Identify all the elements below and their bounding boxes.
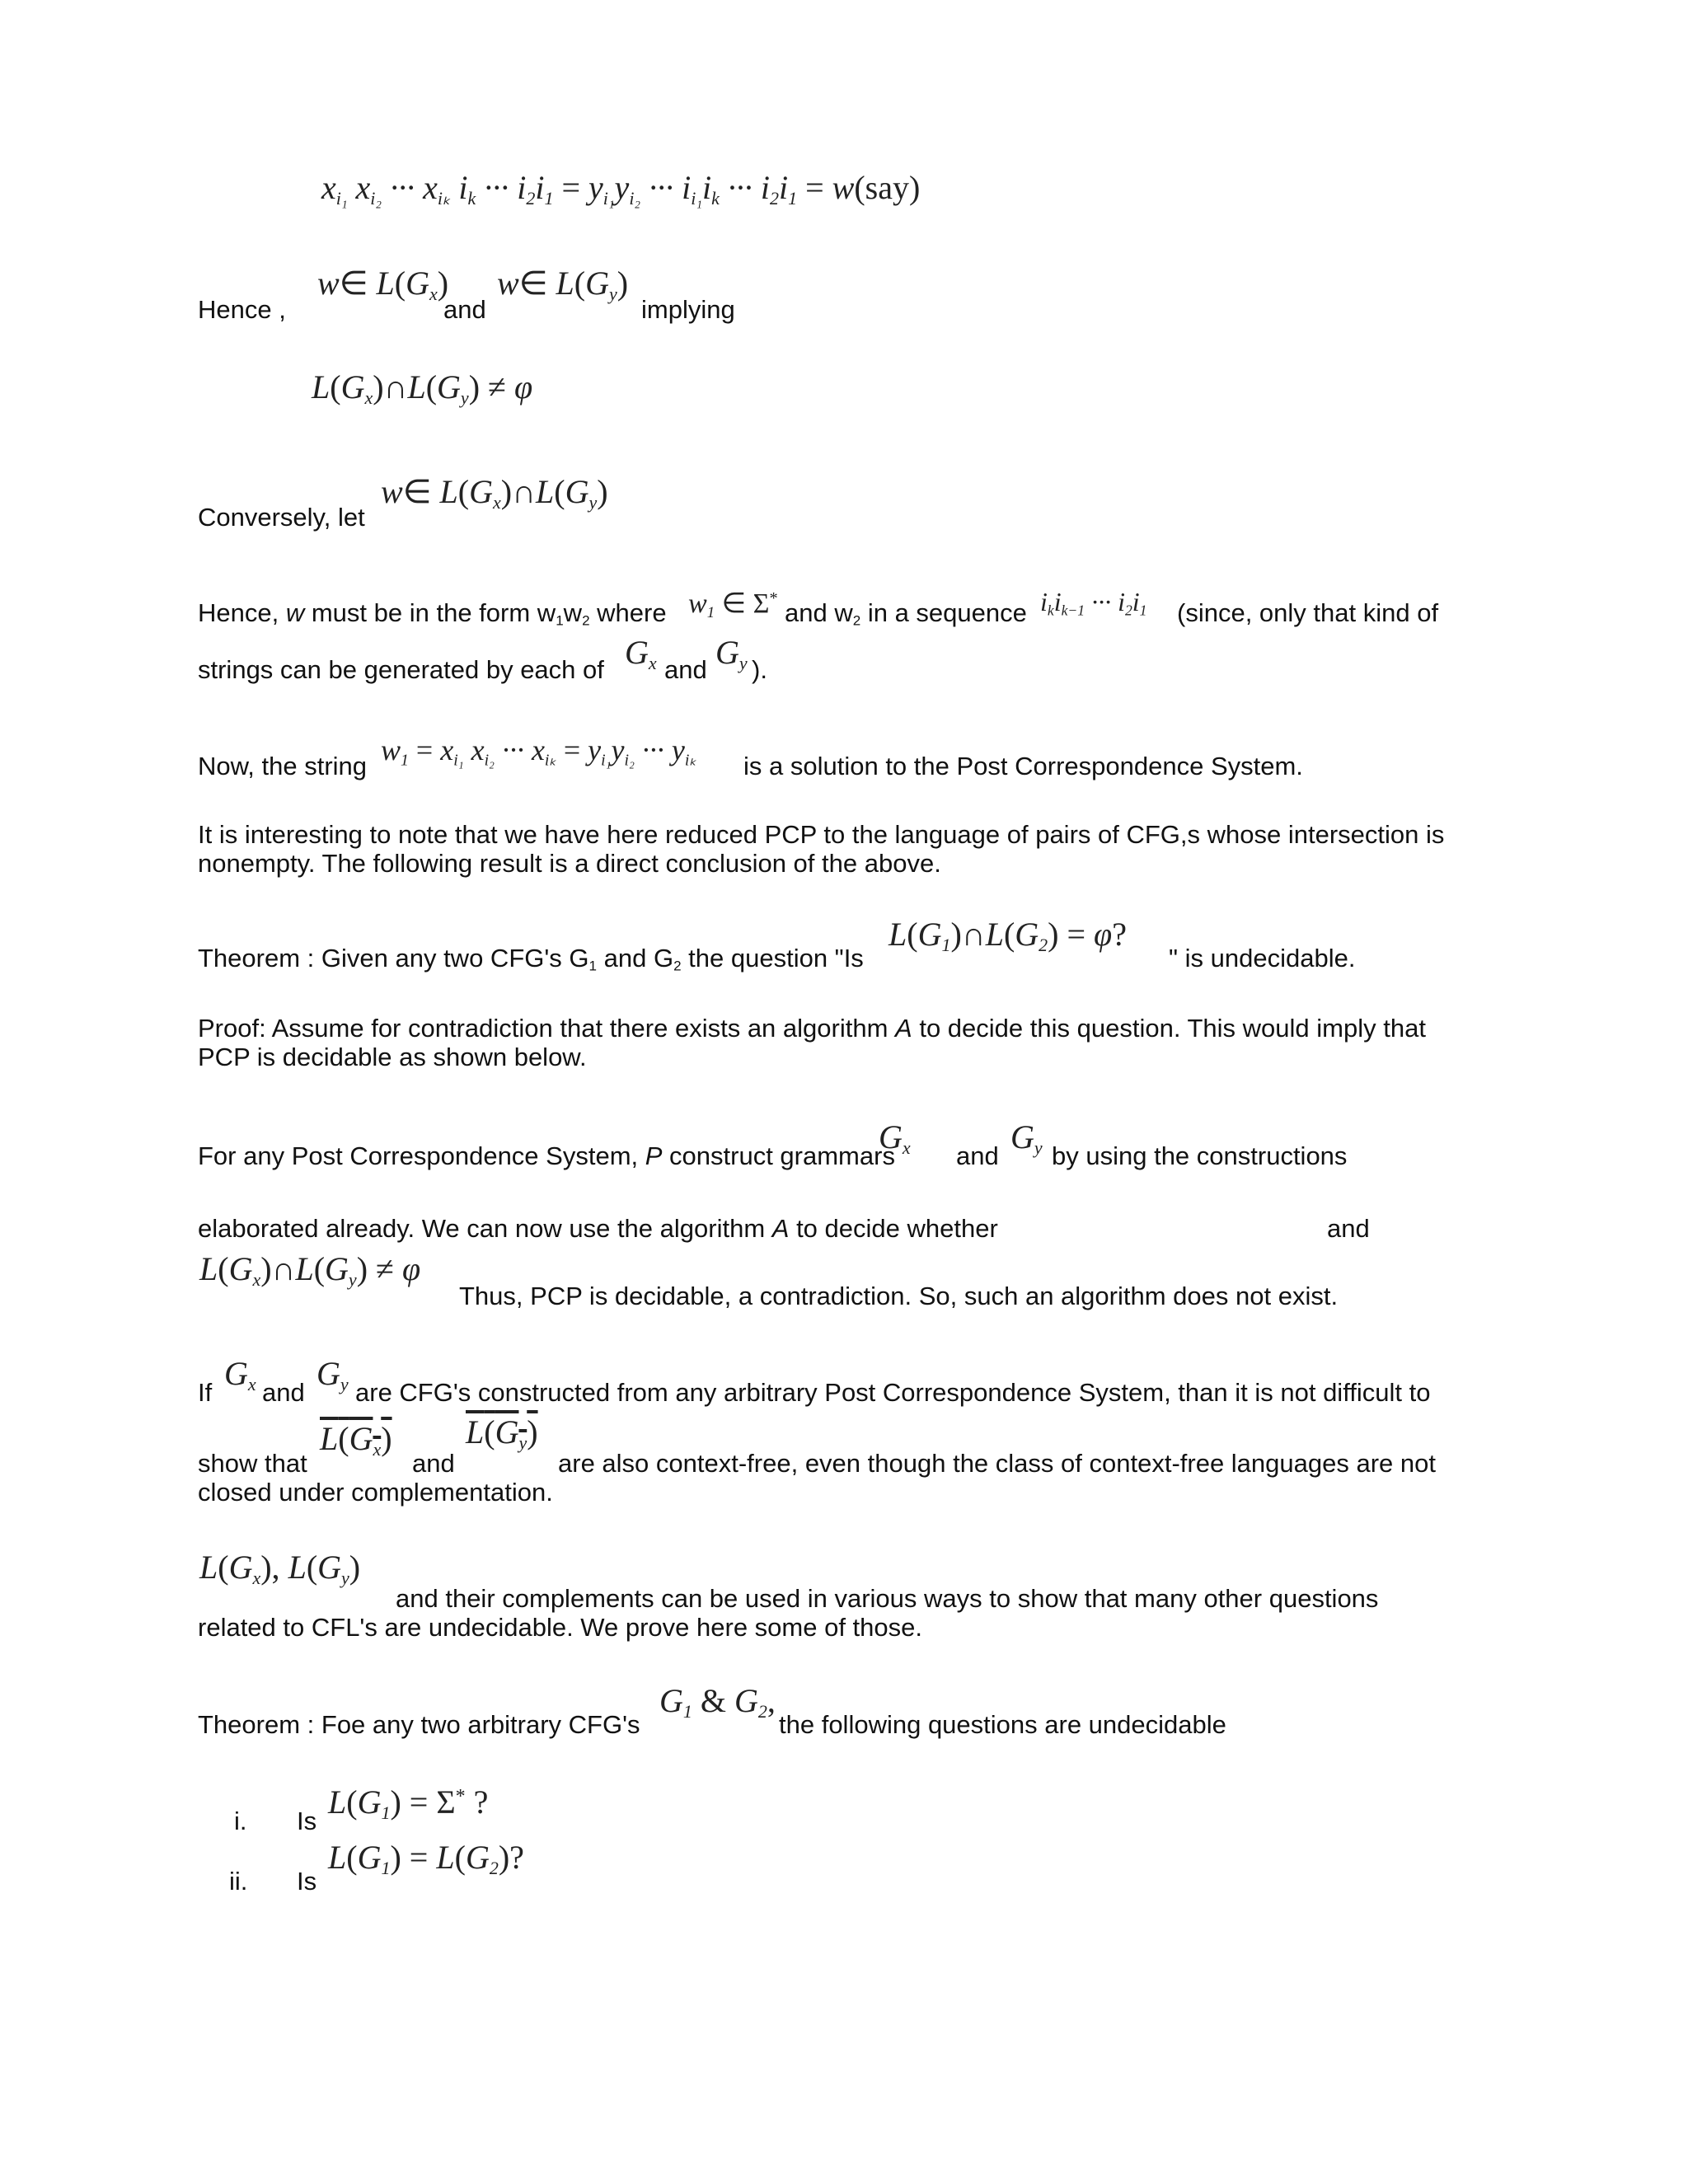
- equation-gx: Gx: [625, 634, 657, 674]
- theorem-1-text: Theorem : Given any two CFG's G1 and G2 the question "Is: [198, 944, 864, 974]
- equation-intersection-empty-question: L(G1)∩L(G2) = φ?: [889, 916, 1127, 956]
- equation-w1-in-sigma-star: w1 ∈ Σ*: [688, 588, 778, 622]
- equation-intersection-nonempty: L(Gx)∩L(Gy) ≠ φ: [312, 368, 533, 409]
- text-and: and: [262, 1378, 305, 1407]
- equation-index-sequence: ikik−1 ··· i2i1: [1040, 587, 1147, 619]
- equation-w-in-lgy: w∈ L(Gy): [497, 265, 629, 305]
- text-if: If: [198, 1378, 213, 1407]
- equation-gx: Gx: [224, 1355, 256, 1395]
- text-elaborated-already: elaborated already. We can now use the algorithm A to decide whether: [198, 1214, 998, 1243]
- equation-gx: Gx: [879, 1118, 911, 1159]
- text-implying: implying: [641, 295, 735, 324]
- text-now-string: Now, the string: [198, 752, 368, 780]
- text-show-that: show that: [198, 1449, 307, 1478]
- equation-l-g1-equals-l-g2: L(G1) = L(G2)?: [328, 1839, 524, 1879]
- equation-complement-lgx: L(Gx): [320, 1420, 392, 1460]
- equation-solution-string: xi₁ xi₂ ··· xiₖ ik ··· i2i1 = yi₁yi₂ ··· ii₁ik ··· i2i1 = w(say): [321, 169, 921, 209]
- theorem-2-text: Theorem : Foe any two arbitrary CFG's: [198, 1710, 640, 1739]
- equation-w-in-intersection: w∈ L(Gx)∩L(Gy): [381, 473, 608, 513]
- list-item-number: i.: [234, 1807, 247, 1835]
- text-and: and: [443, 295, 486, 324]
- equation-w-in-lgx: w∈ L(Gx): [317, 265, 449, 305]
- text-hence-form: Hence, w must be in the form w1w2 where: [198, 598, 667, 629]
- text-and: and: [1327, 1214, 1370, 1243]
- text-by-constructions: by using the constructions: [1052, 1141, 1348, 1170]
- text-and: and: [664, 655, 707, 684]
- paragraph-interesting-line2: nonempty. The following result is a direct conclusion of the above.: [198, 849, 941, 878]
- equation-gy: Gy: [715, 634, 748, 674]
- equation-w1-solution: w1 = xi₁ xi₂ ··· xiₖ = yi₁yi₂ ··· yiₖ: [381, 733, 696, 770]
- equation-g1-and-g2: G1 & G2,: [659, 1682, 776, 1722]
- list-item-label: Is: [297, 1807, 317, 1835]
- equation-lgx-lgy: L(Gx), L(Gy): [199, 1549, 361, 1589]
- equation-complement-lgy: L(Gy): [466, 1413, 538, 1454]
- list-item-number: ii.: [229, 1867, 248, 1896]
- text-related-cfls: related to CFL's are undecidable. We prove here some of those.: [198, 1613, 923, 1642]
- text-and: and: [412, 1449, 455, 1478]
- equation-gy: Gy: [1010, 1118, 1043, 1159]
- text-is-undecidable: " is undecidable.: [1169, 944, 1356, 972]
- text-their-complements: and their complements can be used in various ways to show that many other questions: [396, 1584, 1379, 1613]
- equation-intersection-nonempty: L(Gx)∩L(Gy) ≠ φ: [199, 1250, 421, 1291]
- text-are-cfgs: are CFG's constructed from any arbitrary Post Correspondence System, than it is not difficult to: [355, 1378, 1431, 1407]
- text-since: (since, only that kind of: [1177, 598, 1439, 627]
- list-item-label: Is: [297, 1867, 317, 1896]
- equation-gy: Gy: [316, 1355, 349, 1395]
- text-following-undecidable: the following questions are undecidable: [779, 1710, 1226, 1739]
- equation-l-g1-equals-sigma-star: L(G1) = Σ* ?: [328, 1783, 489, 1824]
- text-and: and: [956, 1141, 999, 1170]
- proof-line2: PCP is decidable as shown below.: [198, 1043, 587, 1071]
- text-closed-under: closed under complementation.: [198, 1478, 553, 1507]
- text-for-any-pcs: For any Post Correspondence System, P construct grammars: [198, 1141, 895, 1170]
- text-hence: Hence ,: [198, 295, 286, 324]
- text-and-w2: and w2 in a sequence: [785, 598, 1027, 629]
- text-close-paren: ).: [752, 655, 767, 684]
- text-conversely: Conversely, let: [198, 503, 365, 532]
- text-strings-generated: strings can be generated by each of: [198, 655, 604, 684]
- proof-line1: Proof: Assume for contradiction that there exists an algorithm A to decide this question. This would imply that: [198, 1014, 1426, 1043]
- paragraph-interesting-line1: It is interesting to note that we have here reduced PCP to the language of pairs of CFG,s whose intersection is: [198, 820, 1445, 849]
- text-thus-pcp: Thus, PCP is decidable, a contradiction. So, such an algorithm does not exist.: [459, 1282, 1339, 1310]
- text-solution-pcs: is a solution to the Post Correspondence System.: [743, 752, 1303, 780]
- text-also-context-free: are also context-free, even though the class of context-free languages are not: [558, 1449, 1436, 1478]
